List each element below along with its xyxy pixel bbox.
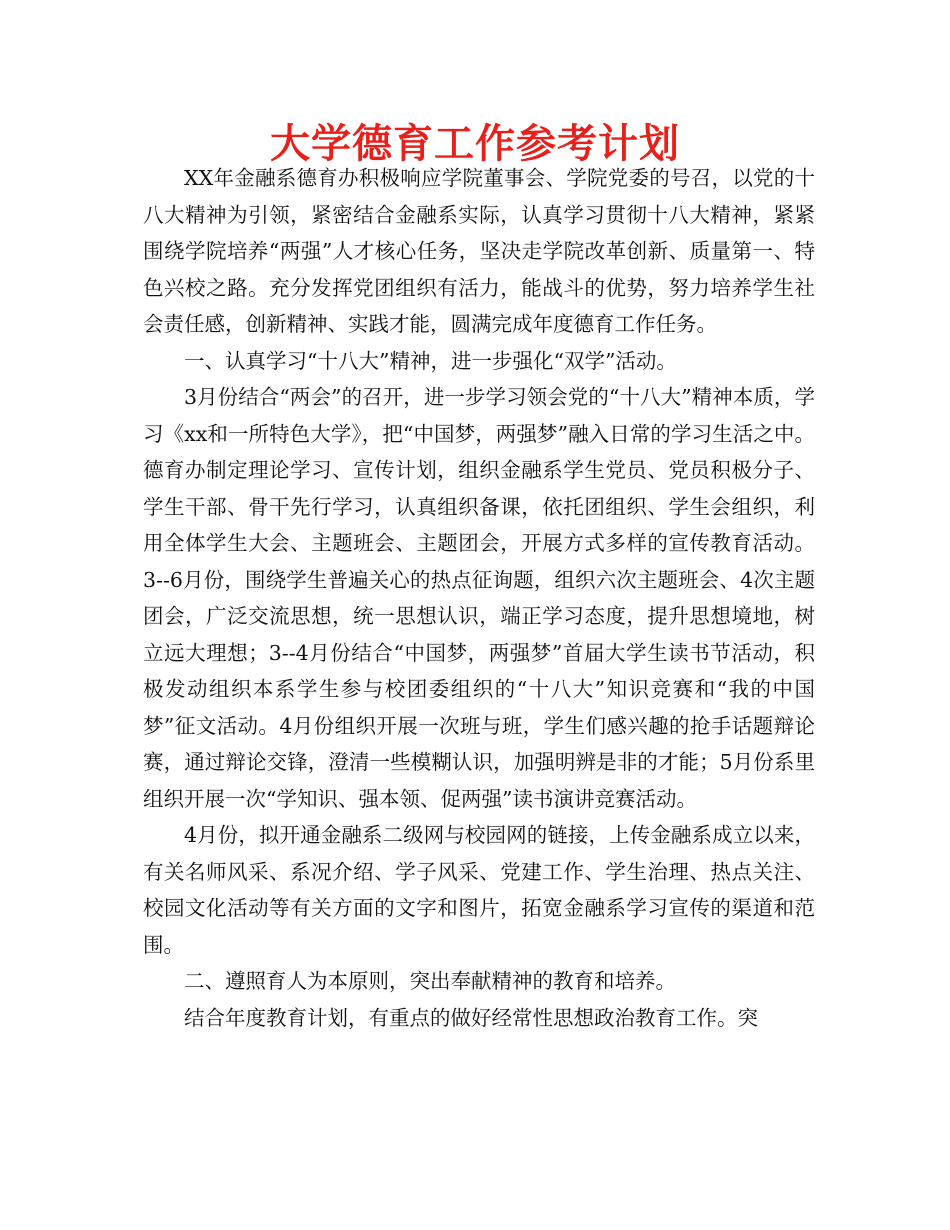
paragraph-intro: XX年金融系德育办积极响应学院董事会、学院党委的号召，以党的十八大精神为引领，紧密结合金融系实际，认真学习贯彻十八大精神，紧紧围绕学院培养“两强”人才核心任务，坚决走学院改革创新、质量第一、特色兴校之路。充分发挥党团组织有活力，能战斗的优势，努力培养学生社会责任感，创新精神、实践才能，圆满完成年度德育工作任务。 <box>143 166 815 336</box>
paragraph-annual-plan: 结合年度教育计划，有重点的做好经常性思想政治教育工作。突 <box>184 1005 758 1030</box>
paragraph-april-website: 4月份，拟开通金融系二级网与校园网的链接，上传金融系成立以来，有关名师风采、系况介绍、学子风采、党建工作、学生治理、热点关注、校园文化活动等有关方面的文字和图片，拓宽金融系学习宣传的渠道和范围。 <box>143 823 815 957</box>
document-title: 大学德育工作参考计划 <box>270 121 680 167</box>
section-heading-1: 一、认真学习“十八大”精神，进一步强化“双学”活动。 <box>184 348 677 373</box>
paragraph-march-study: 3月份结合“两会”的召开，进一步学习领会党的“十八大”精神本质，学习《xx和一所特色大学》，把“中国梦，两强梦”融入日常的学习生活之中。德育办制定理论学习、宣传计划，组织金融系学生党员、党员积极分子、学生干部、骨干先行学习，认真组织备课，依托团组织、学生会组织，利用全体学生大会、主题班会、主题团会，开展方式多样的宣传教育活动。3--6月份，围绕学生普遍关心的热点征询题，组织六次主题班会、4次主题团会，广泛交流思想，统一思想认识，端正学习态度，提升思想境地，树立远大理想；3--4月份结合“中国梦，两强梦”首届大学生读书节活动，积极发动组织本系学生参与校团委组织的“十八大”知识竞赛和“我的中国梦”征文活动。4月份组织开展一次班与班，学生们感兴趣的抢手话题辩论赛，通过辩论交锋，澄清一些模糊认识，加强明辨是非的才能；5月份系里组织开展一次“学知识、强本领、促两强”读书演讲竞赛活动。 <box>143 385 815 811</box>
section-heading-2: 二、遵照育人为本原则，突出奉献精神的教育和培养。 <box>184 969 676 993</box>
document-body <box>143 160 815 1036</box>
